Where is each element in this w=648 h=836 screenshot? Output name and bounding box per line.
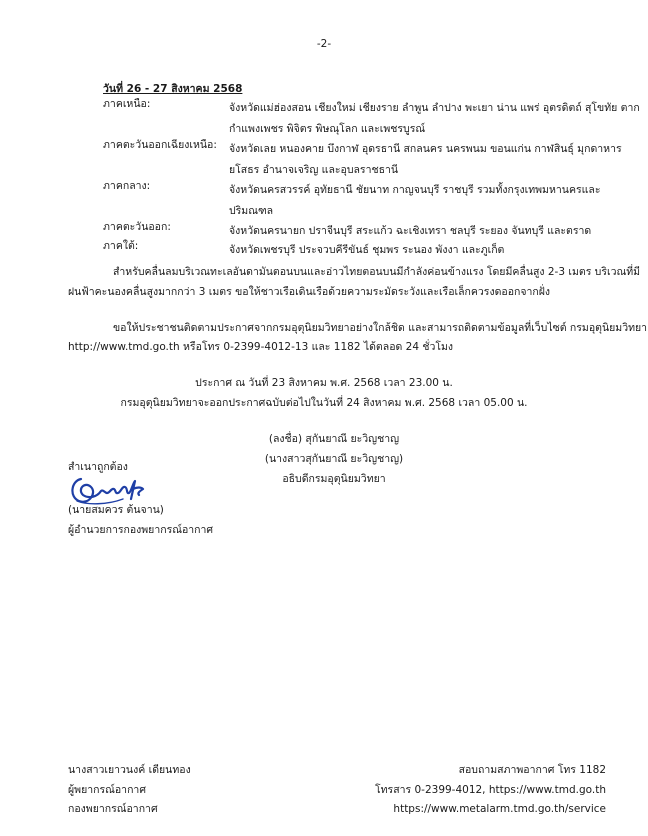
certified-name: (นายสมควร ต้นจาน) bbox=[68, 504, 164, 516]
footer-division: กองพยากรณ์อากาศ bbox=[68, 803, 158, 815]
follow-paragraph-line1: ขอให้ประชาชนติดตามประกาศจากกรมอุตุนิยมวิทยาอย่างใกล้ชิด และสามารถติดตามข้อมูลที่เว็บไซต์ กรมอุตุนิยมวิทยา bbox=[113, 322, 648, 334]
region-name: ภาคกลาง: bbox=[103, 180, 151, 192]
region-provinces: จังหวัดเพชรบุรี ประจวบคีรีขันธ์ ชุมพร ระนอง พังงา และภูเก็ต bbox=[229, 244, 505, 256]
footer-hotline: สอบถามสภาพอากาศ โทร 1182 bbox=[458, 764, 606, 776]
region-name: ภาคเหนือ: bbox=[103, 98, 151, 110]
forecast-date-heading: วันที่ 26 - 27 สิงหาคม 2568 bbox=[103, 83, 243, 95]
waves-paragraph-line1: สำหรับคลื่นลมบริเวณทะเลอันดามันตอนบนและอ่าวไทยตอนบนมีกำลังค่อนข้างแรง โดยมีคลื่นสูง 2-3 เมตร บริเวณที่มี bbox=[113, 266, 641, 278]
follow-paragraph-line2: http://www.tmd.go.th หรือโทร 0-2399-4012-13 และ 1182 ได้ตลอด 24 ชั่วโมง bbox=[68, 341, 454, 353]
footer-metalarm-link[interactable]: https://www.metalarm.tmd.go.th/service bbox=[393, 803, 606, 815]
region-provinces: จังหวัดนครสวรรค์ อุทัยธานี ชัยนาท กาญจนบุรี ราชบุรี รวมทั้งกรุงเทพมหานครและ ปริมณฑล bbox=[229, 184, 601, 217]
footer-forecaster-role: ผู้พยากรณ์อากาศ bbox=[68, 784, 146, 796]
signatory-position: อธิบดีกรมอุตุนิยมวิทยา bbox=[282, 473, 386, 485]
region-name: ภาคตะวันออกเฉียงเหนือ: bbox=[103, 139, 217, 151]
waves-paragraph-line2: ฝนฟ้าคะนองคลื่นสูงมากกว่า 3 เมตร ขอให้ชาวเรือเดินเรือด้วยความระมัดระวังและเรือเล็กควรงดออกจากฝั่ง bbox=[68, 286, 551, 298]
certified-copy-label: สำเนาถูกต้อง bbox=[68, 461, 128, 473]
certified-position: ผู้อำนวยการกองพยากรณ์อากาศ bbox=[68, 524, 214, 536]
footer-fax-website: โทรสาร 0-2399-4012, https://www.tmd.go.th bbox=[375, 784, 606, 796]
region-name: ภาคตะวันออก: bbox=[103, 221, 171, 233]
announcement-next: กรมอุตุนิยมวิทยาจะออกประกาศฉบับต่อไปในวันที่ 24 สิงหาคม พ.ศ. 2568 เวลา 05.00 น. bbox=[120, 397, 528, 409]
signatory-full-name: (นางสาวสุกันยาณี ยะวิญชาญ) bbox=[264, 453, 404, 465]
region-name: ภาคใต้: bbox=[103, 240, 139, 252]
footer-forecaster-name: นางสาวเยาวนงค์ เดียนทอง bbox=[68, 764, 191, 776]
page-number: -2- bbox=[316, 38, 332, 50]
region-provinces: จังหวัดแม่ฮ่องสอน เชียงใหม่ เชียงราย ลำพูน ลำปาง พะเยา น่าน แพร่ อุตรดิตถ์ สุโขทัย ตาก กำแพงเพชร พิจิตร พิษณุโลก และเพชรบูรณ์ bbox=[229, 102, 640, 135]
signatory-signed: (ลงชื่อ) สุกันยาณี ยะวิญชาญ bbox=[268, 433, 400, 445]
region-provinces: จังหวัดเลย หนองคาย บึงกาฬ อุดรธานี สกลนคร นครพนม ขอนแก่น กาฬสินธุ์ มุกดาหาร ยโสธร อำนาจเจริญ และอุบลราชธานี bbox=[229, 143, 622, 176]
announcement-issued: ประกาศ ณ วันที่ 23 สิงหาคม พ.ศ. 2568 เวลา 23.00 น. bbox=[195, 377, 453, 389]
region-provinces: จังหวัดนครนายก ปราจีนบุรี สระแก้ว ฉะเชิงเทรา ชลบุรี ระยอง จันทบุรี และตราด bbox=[229, 225, 592, 237]
